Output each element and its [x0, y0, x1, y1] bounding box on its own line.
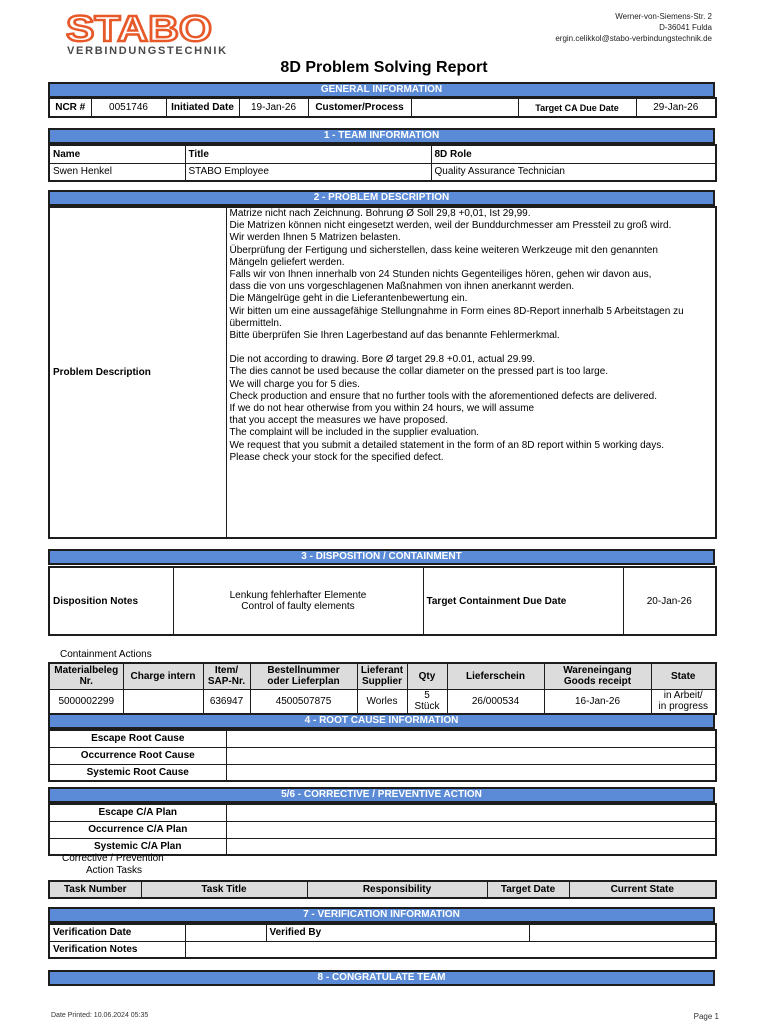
escape-ca-plan-label: Escape C/A Plan [49, 804, 226, 821]
containment-col-qty: Qty [407, 663, 447, 689]
problem-text-line: übermitteln. [229, 317, 282, 329]
problem-text-line: We will charge you for 5 dies. [229, 378, 360, 390]
containment-actions-label: Containment Actions [60, 649, 152, 660]
corrective-action-heading: 5/6 - CORRECTIVE / PREVENTIVE ACTION [48, 787, 715, 803]
general-info-heading: GENERAL INFORMATION [48, 82, 715, 98]
target-containment-label: Target Containment Due Date [423, 567, 623, 635]
disposition-notes-value [173, 567, 423, 635]
action-tasks-table [48, 880, 717, 899]
problem-text-line: Please check your stock for the specified defect. [229, 451, 444, 463]
team-info-heading: 1 - TEAM INFORMATION [48, 128, 715, 144]
containment-col-charge: Charge intern [123, 663, 203, 689]
team-col-title: Title [185, 145, 431, 163]
occurrence-ca-plan-label: Occurrence C/A Plan [49, 821, 226, 838]
problem-description-heading: 2 - PROBLEM DESCRIPTION [48, 190, 715, 206]
problem-text-line: If we do not hear otherwise from you within 24 hours, we will assume [229, 403, 535, 415]
problem-description-table [48, 206, 717, 539]
task-col-title: Task Title [141, 881, 307, 898]
disposition-notes-label: Disposition Notes [49, 567, 173, 635]
escape-root-cause-value [226, 730, 716, 747]
containment-wareneingang: 16-Jan-26 [544, 689, 651, 714]
problem-text-line: Mängeln geliefert werden. [229, 256, 345, 268]
escape-ca-plan-value [226, 804, 716, 821]
disposition-table [48, 566, 717, 636]
problem-text-line: that you accept the measures we have proposed. [229, 415, 448, 427]
task-col-current-state: Current State [569, 881, 716, 898]
page-number: Page 1 [693, 1012, 719, 1021]
address-email: ergin.celikkol@stabo-verbindungstechnik.de [555, 34, 712, 43]
corrective-action-table [48, 803, 717, 856]
problem-description-label: Problem Description [49, 207, 226, 538]
verification-notes-label: Verification Notes [49, 941, 185, 958]
problem-text-line: dass die von uns vorgeschlagenen Maßnahmen von ihnen anerkannt werden. [229, 281, 575, 293]
containment-col-bestellnummer: Bestellnummer oder Lieferplan [250, 663, 357, 689]
target-ca-due-date-label: Target CA Due Date [518, 98, 636, 117]
ncr-value: 0051746 [91, 98, 166, 117]
containment-qty: 5 Stück [407, 689, 447, 714]
address-line: D-36041 Fulda [659, 23, 712, 32]
verification-notes-value [185, 941, 716, 958]
problem-description-text [226, 207, 716, 538]
verification-date-label: Verification Date [49, 924, 185, 941]
containment-col-lieferant: Lieferant Supplier [357, 663, 407, 689]
containment-col-materialbeleg: Materialbeleg Nr. [49, 663, 123, 689]
customer-process-value [411, 98, 518, 117]
problem-text-line: We request that you submit a detailed statement in the form of an 8D report within 5 working days. [229, 439, 664, 451]
initiated-date-label: Initiated Date [166, 98, 239, 117]
verification-date-value [185, 924, 266, 941]
disposition-heading: 3 - DISPOSITION / CONTAINMENT [48, 549, 715, 565]
containment-state: in Arbeit/ in progress [651, 689, 716, 714]
containment-col-state: State [651, 663, 716, 689]
team-member-name: Swen Henkel [49, 163, 185, 181]
systemic-ca-plan-value [226, 838, 716, 855]
containment-item: 636947 [203, 689, 250, 714]
problem-text-line: Falls wir von Ihnen innerhalb von 24 Stunden nichts Gegenteiliges hören, gehen wir davon aus, [229, 269, 652, 281]
task-col-number: Task Number [49, 881, 141, 898]
action-tasks-label-line2: Action Tasks [86, 865, 142, 876]
containment-bestellnummer: 4500507875 [250, 689, 357, 714]
congratulate-team-heading: 8 - CONGRATULATE TEAM [48, 970, 715, 986]
date-printed: Date Printed: 10.06.2024 05:35 [51, 1012, 149, 1019]
occurrence-root-cause-label: Occurrence Root Cause [49, 747, 226, 764]
root-cause-table [48, 729, 717, 782]
verification-table [48, 923, 717, 959]
task-col-responsibility: Responsibility [307, 881, 487, 898]
containment-lieferant: Worles [357, 689, 407, 714]
action-tasks-label-line1: Corrective / Prevention [62, 853, 164, 864]
team-member-title: STABO Employee [185, 163, 431, 181]
disposition-notes-line: Control of faulty elements [241, 601, 355, 612]
problem-text-line: Bitte überprüfen Sie Ihren Lagerbestand auf das benannte Fehlermerkmal. [229, 330, 560, 342]
systemic-root-cause-label: Systemic Root Cause [49, 764, 226, 781]
verified-by-label: Verified By [266, 924, 529, 941]
root-cause-heading: 4 - ROOT CAUSE INFORMATION [48, 713, 715, 729]
verified-by-value [529, 924, 716, 941]
logo-text: STABO [66, 12, 212, 44]
company-address [555, 11, 712, 44]
containment-lieferschein: 26/000534 [447, 689, 544, 714]
problem-text-line: Wir bitten um eine aussagefähige Stellungnahme in Form eines 8D-Report innerhalb 5 Arbeitstagen zu [229, 305, 684, 317]
report-title: 8D Problem Solving Report [280, 59, 488, 76]
logo-subtitle: VERBINDUNGSTECHNIK [67, 45, 228, 57]
containment-materialbeleg: 5000002299 [49, 689, 123, 714]
problem-text-line: Matrize nicht nach Zeichnung. Bohrung Ø Soll 29,8 +0,01, Ist 29,99. [229, 208, 531, 219]
disposition-notes-line: Lenkung fehlerhafter Elemente [229, 590, 367, 601]
team-info-table [48, 144, 717, 182]
team-col-role: 8D Role [431, 145, 716, 163]
task-col-target-date: Target Date [487, 881, 569, 898]
stabo-logo [66, 12, 228, 58]
team-member-role: Quality Assurance Technician [431, 163, 716, 181]
verification-heading: 7 - VERIFICATION INFORMATION [48, 907, 715, 923]
containment-col-lieferschein: Lieferschein [447, 663, 544, 689]
stabo-logo-mark [66, 12, 214, 44]
occurrence-root-cause-value [226, 747, 716, 764]
general-info-table [48, 97, 717, 118]
problem-text-line: Wir werden Ihnen 5 Matrizen belasten. [229, 232, 401, 244]
problem-text-line: Die Mängelrüge geht in die Lieferantenbewertung ein. [229, 293, 468, 305]
problem-text-line: Die Matrizen können nicht eingesetzt werden, weil der Bunddurchmesser am Pressteil zu groß wird. [229, 220, 672, 232]
systemic-ca-plan-label: Systemic C/A Plan [49, 838, 226, 855]
problem-text-line: The dies cannot be used because the collar diameter on the pressed part is too large. [229, 366, 609, 378]
customer-process-label: Customer/Process [308, 98, 411, 117]
ncr-label: NCR # [49, 98, 91, 117]
occurrence-ca-plan-value [226, 821, 716, 838]
target-ca-due-date-value: 29-Jan-26 [636, 98, 716, 117]
containment-actions-table [48, 662, 717, 715]
systemic-root-cause-value [226, 764, 716, 781]
containment-charge [123, 689, 203, 714]
escape-root-cause-label: Escape Root Cause [49, 730, 226, 747]
initiated-date-value: 19-Jan-26 [239, 98, 308, 117]
problem-text-line: Die not according to drawing. Bore Ø target 29.8 +0.01, actual 29.99. [229, 354, 535, 366]
problem-text-line: The complaint will be included in the supplier evaluation. [229, 427, 480, 439]
containment-col-item: Item/ SAP-Nr. [203, 663, 250, 689]
address-line: Werner-von-Siemens-Str. 2 [615, 12, 712, 21]
team-col-name: Name [49, 145, 185, 163]
containment-col-wareneingang: Wareneingang Goods receipt [544, 663, 651, 689]
problem-text-line: Überprüfung der Fertigung und sicherstellen, dass keine weiteren Werkzeuge mit den genannten [229, 244, 658, 256]
problem-blank-line [230, 342, 713, 354]
problem-text-line: Check production and ensure that no further tools with the aforementioned defects are delivered. [229, 390, 657, 402]
target-containment-value: 20-Jan-26 [623, 567, 716, 635]
